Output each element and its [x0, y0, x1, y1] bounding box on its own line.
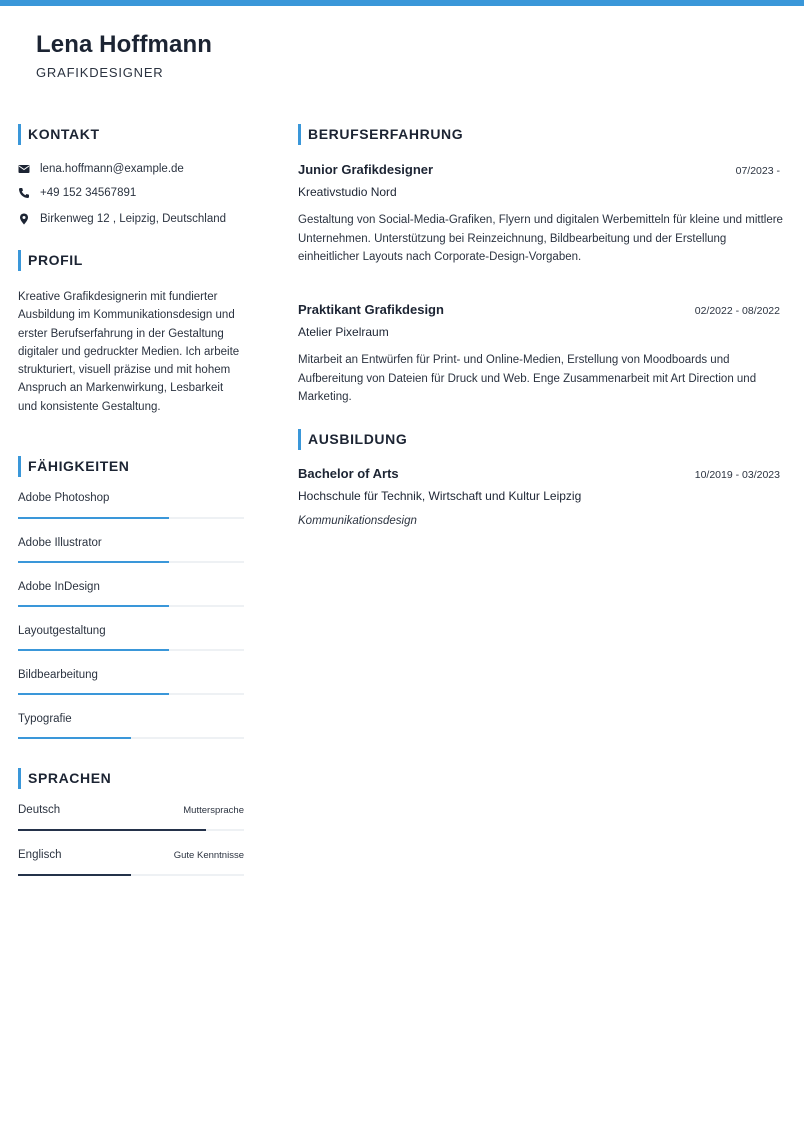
phone-text: +49 152 34567891 — [40, 187, 137, 199]
skill-label: Adobe InDesign — [18, 581, 100, 593]
skill-label: Adobe Illustrator — [18, 537, 102, 549]
resume-header — [36, 31, 212, 80]
section-title-languages: SPRACHEN — [18, 768, 111, 789]
language-item — [18, 849, 244, 861]
skill-fill — [18, 693, 169, 695]
skill-track — [18, 561, 244, 563]
skill-label: Bildbearbeitung — [18, 669, 98, 681]
language-fill — [18, 874, 131, 876]
section-title-skills: FÄHIGKEITEN — [18, 456, 130, 477]
skill-fill — [18, 649, 169, 651]
education-item — [298, 466, 780, 527]
contact-email[interactable] — [18, 161, 184, 177]
study-field: Kommunikationsdesign — [298, 515, 417, 527]
skill-item — [18, 537, 244, 549]
skill-item — [18, 581, 244, 593]
contact-address — [18, 211, 226, 227]
job-description: Gestaltung von Social-Media-Grafiken, Flyern und digitalen Werbemitteln für kleine und mittlere Unternehmen. Unterstützung bei Reinzeichnung, Bildbearbeitung und der Erstellung einheitlicher Layouts nach Corporate-Design-Vorgaben. — [298, 214, 783, 263]
degree-title: Bachelor of Arts — [298, 466, 399, 481]
language-fill — [18, 829, 206, 831]
job-role: GRAFIKDESIGNER — [36, 65, 164, 80]
job-company: Kreativstudio Nord — [298, 185, 397, 199]
job-date: 02/2022 - 08/2022 — [694, 305, 780, 317]
language-level: Muttersprache — [183, 805, 244, 816]
location-pin-icon — [18, 213, 30, 225]
skill-item — [18, 669, 244, 681]
section-title-experience: BERUFSERFAHRUNG — [298, 124, 463, 145]
language-item — [18, 804, 244, 816]
experience-item — [298, 162, 783, 267]
language-name: Englisch — [18, 849, 62, 861]
skill-track — [18, 517, 244, 519]
language-track — [18, 874, 244, 876]
skill-fill — [18, 517, 169, 519]
skill-item — [18, 713, 244, 725]
job-company: Atelier Pixelraum — [298, 325, 389, 339]
envelope-icon — [18, 163, 30, 175]
skill-track — [18, 693, 244, 695]
language-name: Deutsch — [18, 804, 61, 816]
address-text: Birkenweg 12 , Leipzig, Deutschland — [40, 213, 227, 225]
school-name: Hochschule für Technik, Wirtschaft und Kultur Leipzig — [298, 489, 582, 503]
job-date: 07/2023 - — [735, 165, 780, 177]
job-title: Praktikant Grafikdesign — [298, 302, 444, 317]
skill-label: Layoutgestaltung — [18, 625, 106, 637]
section-title-profile: PROFIL — [18, 250, 83, 271]
skill-fill — [18, 605, 169, 607]
person-name: Lena Hoffmann — [36, 31, 212, 58]
skill-label: Adobe Photoshop — [18, 492, 110, 504]
phone-icon — [18, 187, 30, 199]
section-title-contact: KONTAKT — [18, 124, 100, 145]
job-description: Mitarbeit an Entwürfen für Print- und Online-Medien, Erstellung von Moodboards und Aufbereitung von Dateien für Druck und Web. Enge Zusammenarbeit mit Art Direction und Marketing. — [298, 354, 757, 403]
email-text: lena.hoffmann@example.de — [40, 163, 184, 175]
skill-track — [18, 737, 244, 739]
profile-text: Kreative Grafikdesignerin mit fundierter Ausbildung im Kommunikationsdesign und erster Berufserfahrung in der Gestaltung digitaler und gedruckter Medien. Ich arbeite strukturiert, visuell präzise und mit hohem Anspruch an Markenwirkung, Lesbarkeit und konsistente Gestaltung. — [18, 291, 240, 413]
contact-phone[interactable] — [18, 185, 136, 201]
skill-fill — [18, 561, 169, 563]
skill-label: Typografie — [18, 713, 72, 725]
language-level: Gute Kenntnisse — [173, 850, 244, 861]
skill-track — [18, 605, 244, 607]
top-accent-bar — [0, 0, 804, 6]
skill-item — [18, 625, 244, 637]
skill-item — [18, 492, 244, 504]
experience-item — [298, 302, 780, 407]
education-date: 10/2019 - 03/2023 — [694, 469, 780, 481]
job-title: Junior Grafikdesigner — [298, 162, 434, 177]
language-track — [18, 829, 244, 831]
skill-track — [18, 649, 244, 651]
section-title-education: AUSBILDUNG — [298, 429, 407, 450]
skill-fill — [18, 737, 131, 739]
